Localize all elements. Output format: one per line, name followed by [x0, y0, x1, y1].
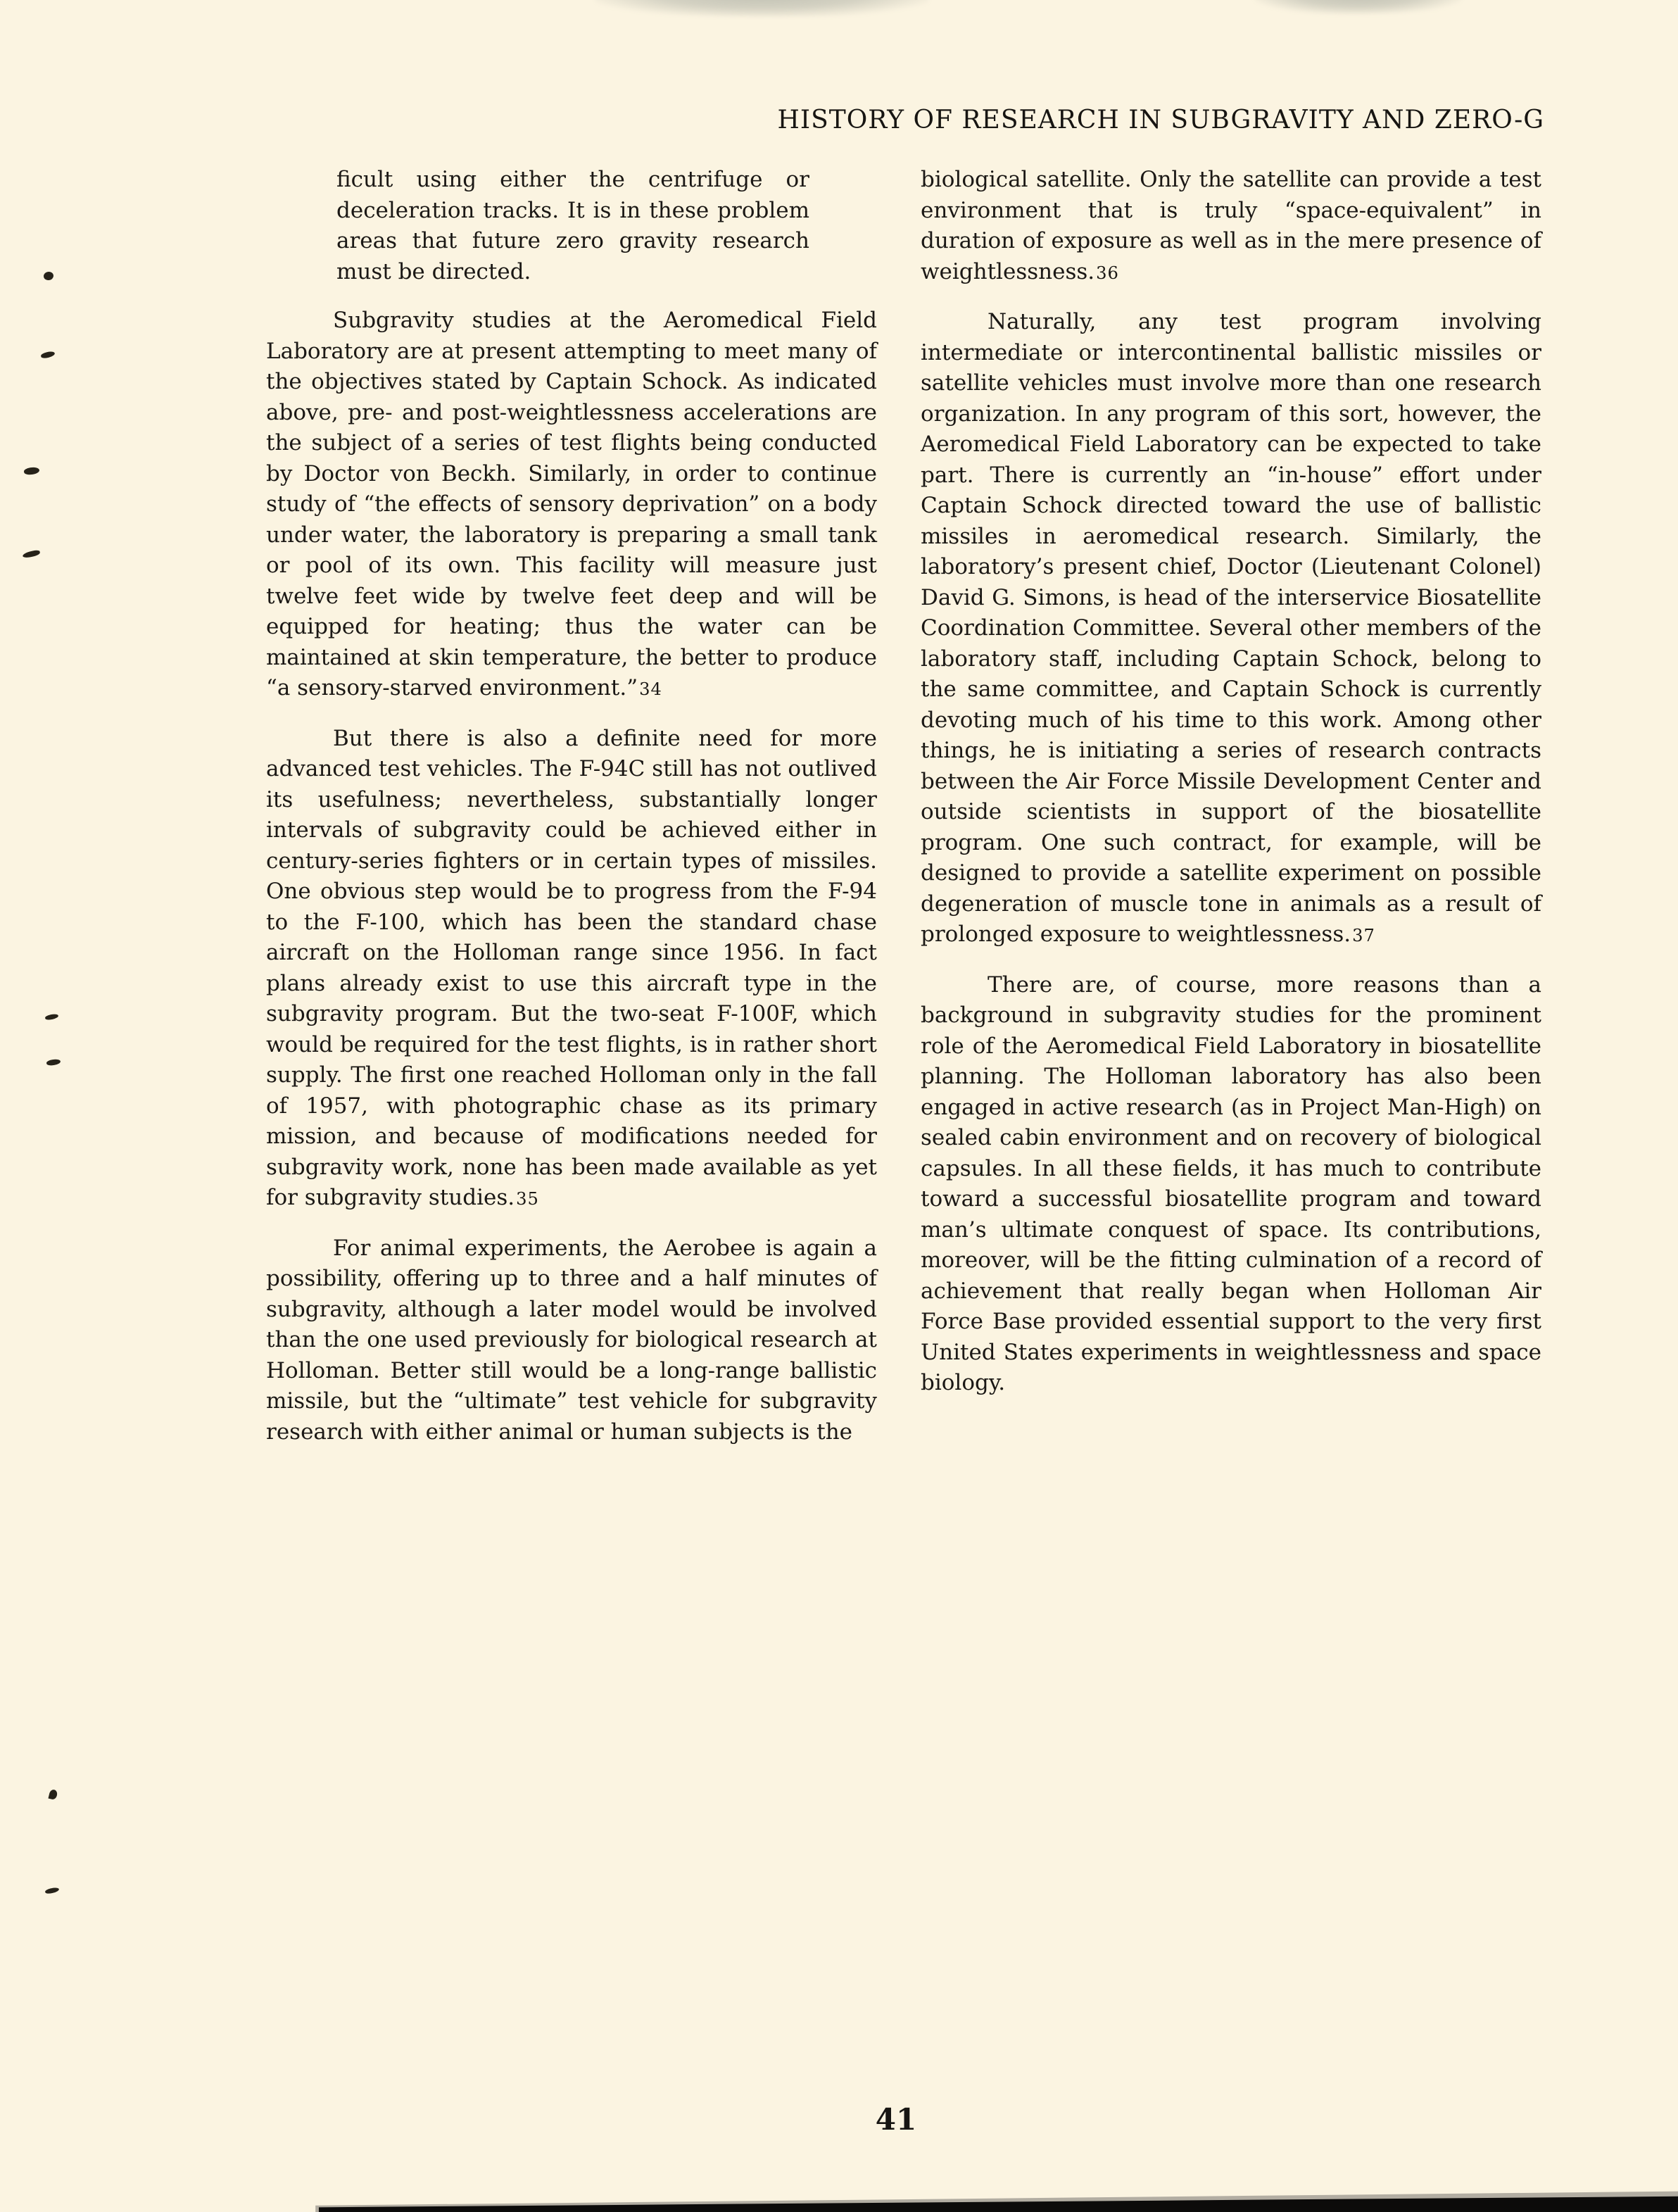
- right-text-column: [921, 165, 1541, 1399]
- footnote-reference: 34: [639, 679, 662, 699]
- footnote-reference: 37: [1352, 926, 1375, 945]
- ink-speck: [23, 467, 39, 476]
- footnote-reference: 36: [1096, 263, 1119, 283]
- paragraph-body: There are, of course, more reasons than a background in subgravity studies for the prominent role of the Aeromedical Field Laboratory in biosatellite planning. The Holloman laboratory has also been engaged in active research (as in Project Man-High) on sealed cabin environment and on recovery of biological capsules. In all these fields, it has much to contribute toward a successful biosatellite program and toward man’s ultimate conquest of space. Its contributions, moreover, will be the fitting culmination of a record of achievement that really began when Holloman Air Force Base provided essential support to the very first United States experiments in weightlessness and space biology.: [921, 972, 1541, 1395]
- ink-speck: [46, 1058, 61, 1066]
- scan-smudge: [595, 0, 929, 17]
- page-number: 41: [875, 2102, 917, 2137]
- paragraph-body: Subgravity studies at the Aeromedical Field Laboratory are at present attempting to meet many of the objectives stated by Captain Schock. As indicated above, pre- and post-weightlessness accelerations are the subject of a series of test flights being conducted by Doctor von Beckh. Similarly, in order to continue study of “the effects of sensory deprivation” on a body under water, the laboratory is preparing a small tank or pool of its own. This facility will measure just twelve feet wide by twelve feet deep and will be equipped for heating; thus the water can be maintained at skin temperature, the better to produce “a sensory-starved environment.”34: [266, 308, 877, 700]
- ink-speck: [43, 271, 54, 281]
- paragraph-body: Naturally, any test program involving intermediate or intercontinental ballistic missiles or satellite vehicles must involve more than one research organization. In any program of this sort, however, the Aeromedical Field Laboratory can be expected to take part. There is currently an “in-house” effort under Captain Schock directed toward the use of ballistic missiles in aeromedical research. Similarly, the laboratory’s present chief, Doctor (Lieutenant Colonel) David G. Simons, is head of the interservice Biosatellite Coordination Committee. Several other members of the laboratory staff, including Captain Schock, belong to the same committee, and Captain Schock is currently devoting much of his time to this work. Among other things, he is initiating a series of research contracts between the Air Force Missile Development Center and outside scientists in support of the biosatellite program. One such contract, for example, will be designed to provide a satellite experiment on possible degeneration of muscle tone in animals as a result of prolonged exposure to weightlessness.37: [921, 309, 1541, 947]
- scan-edge: [0, 2186, 1678, 2212]
- scan-smudge: [1254, 0, 1462, 14]
- paragraph-body-continuation: biological satellite. Only the satellite can provide a test environment that is truly “space-equivalent” in duration of exposure as well as in the mere presence of weightlessness.36: [921, 167, 1541, 284]
- paragraph-quote-continuation: ficult using either the centrifuge or deceleration tracks. It is in these problem areas that future zero gravity research must be directed.: [336, 167, 809, 284]
- paragraph-body: For animal experiments, the Aerobee is again a possibility, offering up to three and a half minutes of subgravity, although a later model would be involved than the one used previously for biological research at Holloman. Better still would be a long-range ballistic missile, but the “ultimate” test vehicle for subgravity research with either animal or human subjects is the: [266, 1235, 877, 1445]
- paragraph-body: But there is also a definite need for more advanced test vehicles. The F-94C still has not outlived its usefulness; nevertheless, substantially longer intervals of subgravity could be achieved either in century-series fighters or in certain types of missiles. One obvious step would be to progress from the F-94 to the F-100, which has been the standard chase aircraft on the Holloman range since 1956. In fact plans already exist to use this aircraft type in the subgravity program. But the two-seat F-100F, which would be required for the test flights, is in rather short supply. The first one reached Holloman only in the fall of 1957, with photographic chase as its primary mission, and because of modifications needed for subgravity work, none has been made available as yet for subgravity studies.35: [266, 725, 877, 1210]
- ink-speck: [44, 1887, 59, 1894]
- ink-speck: [40, 351, 55, 360]
- left-text-column: [266, 165, 877, 1447]
- footnote-reference: 35: [516, 1189, 539, 1209]
- page-header: HISTORY OF RESEARCH IN SUBGRAVITY AND ZERO-G: [777, 106, 1544, 134]
- ink-speck: [22, 549, 40, 558]
- ink-speck: [48, 1789, 58, 1800]
- ink-speck: [44, 1013, 58, 1021]
